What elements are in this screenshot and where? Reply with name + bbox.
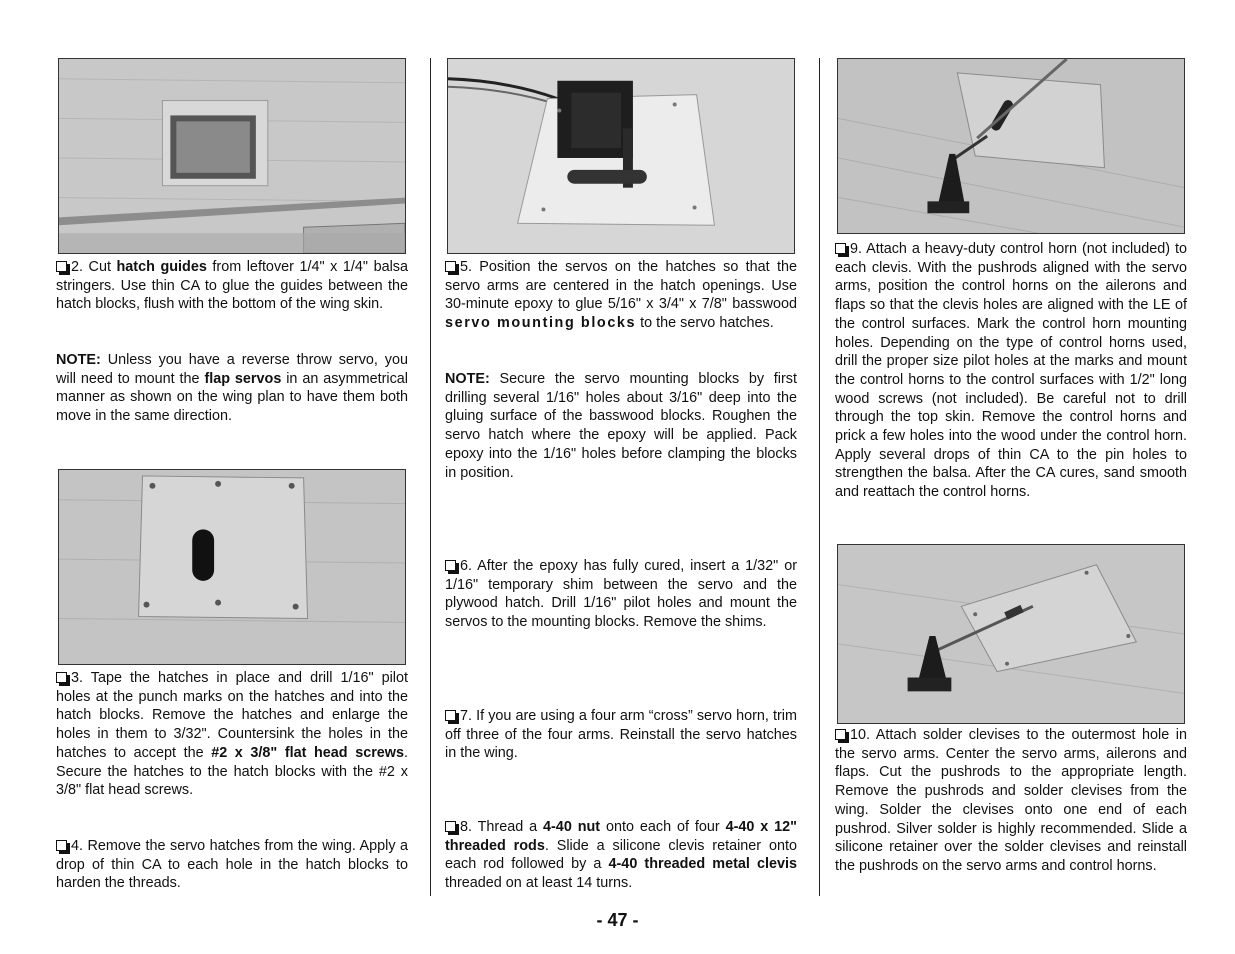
column-divider-right	[819, 58, 820, 896]
step-2-text: 2. Cut hatch guides from leftover 1/4" x 1/4" balsa stringers. Use thin CA to glue the guides between the hatch blocks, flush with the bottom of the wing skin.	[56, 259, 408, 313]
checkbox-icon[interactable]	[835, 729, 846, 740]
checkbox-icon[interactable]	[56, 672, 67, 683]
checkbox-icon[interactable]	[56, 840, 67, 851]
photo-servo-on-hatch	[447, 58, 795, 254]
step-8-text: 8. Thread a 4-40 nut onto each of four 4-40 x 12" threaded rods. Slide a silicone clevis retainer onto each rod followed by a 4-40 threaded metal clevis threaded on at least 14 turns.	[445, 819, 797, 892]
checkbox-icon[interactable]	[445, 560, 456, 571]
column-divider-left	[430, 58, 431, 896]
note-epoxy: NOTE: Secure the servo mounting blocks by first drilling several 1/16" holes about 3/16" deep into the gluing surface of the basswood blocks. Roughen the servo hatch where the epoxy will be applied. Pack epoxy into the 1/16" holes before clamping the blocks in position.	[445, 371, 797, 481]
step-3-text: 3. Tape the hatches in place and drill 1/16" pilot holes at the punch marks on the hatches and into the hatch blocks. Remove the hatches and enlarge the holes in them to 3/32". Countersink the holes in the hatches to accept the #2 x 3/8" flat head screws. Secure the hatches to the hatch blocks with the #2 x 3/8" flat head screws.	[56, 670, 408, 799]
checkbox-icon[interactable]	[835, 243, 846, 254]
step-4-text: 4. Remove the servo hatches from the wing. Apply a drop of thin CA to each hole in the hatch blocks to harden the threads.	[56, 838, 408, 892]
step-9-text: 9. Attach a heavy-duty control horn (not included) to each clevis. With the pushrods aligned with the servo arms, position the control horns on the ailerons and flaps so that the clevis holes are aligned with the LE of the control surfaces. Mark the control horn mounting holes. Depending on the type of control horns used, drill the proper size pilot holes at the marks and mount the control horns to the control surfaces with 1/2" long wood screws (not included). Be careful not to drill through the top skin. Remove the control horns and prick a few holes into the wood under the control horn. Apply several drops of thin CA to the pin holes to strengthen the balsa. After the CA cures, sand smooth and reattach the control horns.	[835, 241, 1187, 501]
checkbox-icon[interactable]	[445, 710, 456, 721]
step-7-text: 7. If you are using a four arm “cross” servo horn, trim off three of the four arms. Reinstall the servo hatches in the wing.	[445, 708, 797, 762]
photo-control-horn-b	[837, 544, 1185, 724]
note-flap-servos: NOTE: Unless you have a reverse throw servo, you will need to mount the flap servos in an asymmetrical manner as shown on the wing plan to have them both move in the same direction.	[56, 352, 408, 425]
step-10-text: 10. Attach solder clevises to the outermost hole in the servo arms. Center the servo arms, ailerons and flaps. Cut the pushrods to the appropriate length. Remove the pushrods and solder clevises from the wing. Solder the clevises onto one end of each pushrod. Silver solder is highly recommended. Slide a silicone retainer over the solder clevises and reinstall the pushrods on the servo arms and control horns.	[835, 727, 1187, 874]
photo-hatch-plate	[58, 469, 406, 665]
step-6-text: 6. After the epoxy has fully cured, insert a 1/32" or 1/16" temporary shim between the servo and the plywood hatch. Drill 1/16" pilot holes and mount the servos to the mounting blocks. Remove the shims.	[445, 558, 797, 631]
checkbox-icon[interactable]	[445, 821, 456, 832]
photo-control-horn-a	[837, 58, 1185, 234]
step-5-text: 5. Position the servos on the hatches so that the servo arms are centered in the hatch openings. Use 30-minute epoxy to glue 5/16" x 3/4" x 7/8" basswood servo mounting blocks to the servo hatches.	[445, 259, 797, 332]
checkbox-icon[interactable]	[445, 261, 456, 272]
photo-hatch-opening	[58, 58, 406, 254]
page-number: - 47 -	[596, 910, 639, 930]
checkbox-icon[interactable]	[56, 261, 67, 272]
